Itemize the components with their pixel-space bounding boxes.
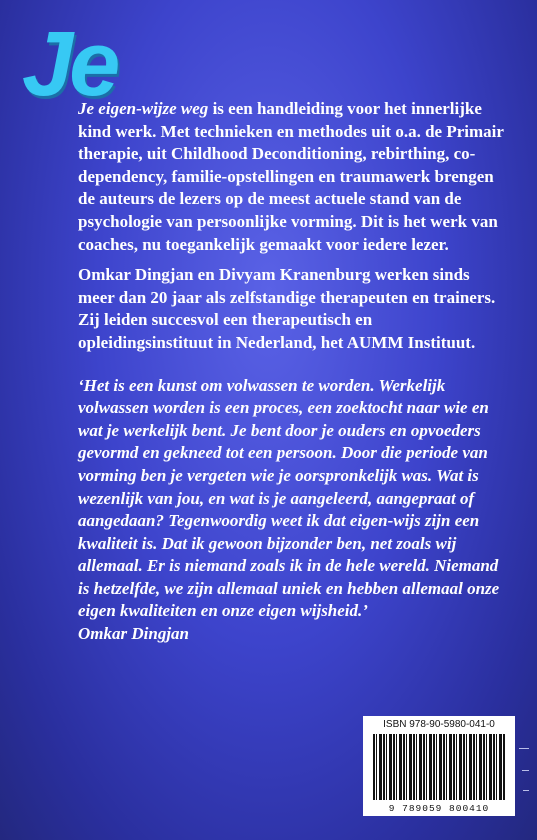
authors-text: Omkar Dingjan en Divyam Kranenburg werken sinds meer dan 20 jaar als zelfstandige therapeuten en trainers. Zij leiden succesvol een therapeutisch en opleidingsinstituut in Nederland, het AUMM Instituut. [78, 265, 496, 352]
quote-text: ‘Het is een kunst om volwassen te worden. Werkelijk volwassen worden is een proces, een zoektocht naar wie en wat je werkelijk bent. Je bent door je ouders en opvoeders gevormd en gekneed tot een persoon. Door die periode van vorming ben je vergeten wie je oorspronkelijk was. Wat is wezenlijk van jou, en wat is je aangeleerd, aangepraat of aangedaan? Tegenwoordig weet ik dat eigen-wijs zijn een kwaliteit is. Dat ik gewoon bijzonder ben, net zoals wij allemaal. Er is niemand zoals ik in de hele wereld. Niemand is hetzelfde, we zijn allemaal uniek en hebben allemaal onze eigen kwaliteiten en onze eigen wijsheid.’ [78, 375, 500, 621]
cover-text [78, 98, 507, 646]
authors-paragraph [78, 264, 507, 354]
sparkle-decoration [519, 748, 529, 749]
intro-text: is een handleiding voor het innerlijke kind werk. Met technieken en methodes uit o.a. de Primair therapie, uit Childhood Deconditioning, rebirthing, co-dependency, familie-opstellingen en traumawerk brengen de auteurs de lezers op de meest actuele stand van de psychologie van persoonlijke vorming. Dit is het werk van coaches, nu toegankelijk gemaakt voor iedere lezer. [78, 99, 504, 254]
book-title: Je eigen-wijze weg [78, 99, 209, 118]
barcode-digits: 9 789059 800410 [388, 803, 490, 814]
je-logo: Je [22, 13, 117, 115]
isbn-label: ISBN 978-90-5980-041-0 [383, 719, 495, 730]
sparkle-decoration [523, 790, 529, 791]
barcode-icon [373, 734, 505, 800]
quote-signature: Omkar Dingjan [78, 624, 189, 644]
sparkle-decoration [522, 770, 529, 771]
quote-block [78, 375, 507, 646]
intro-paragraph [78, 98, 507, 256]
isbn-barcode-box [363, 716, 515, 816]
